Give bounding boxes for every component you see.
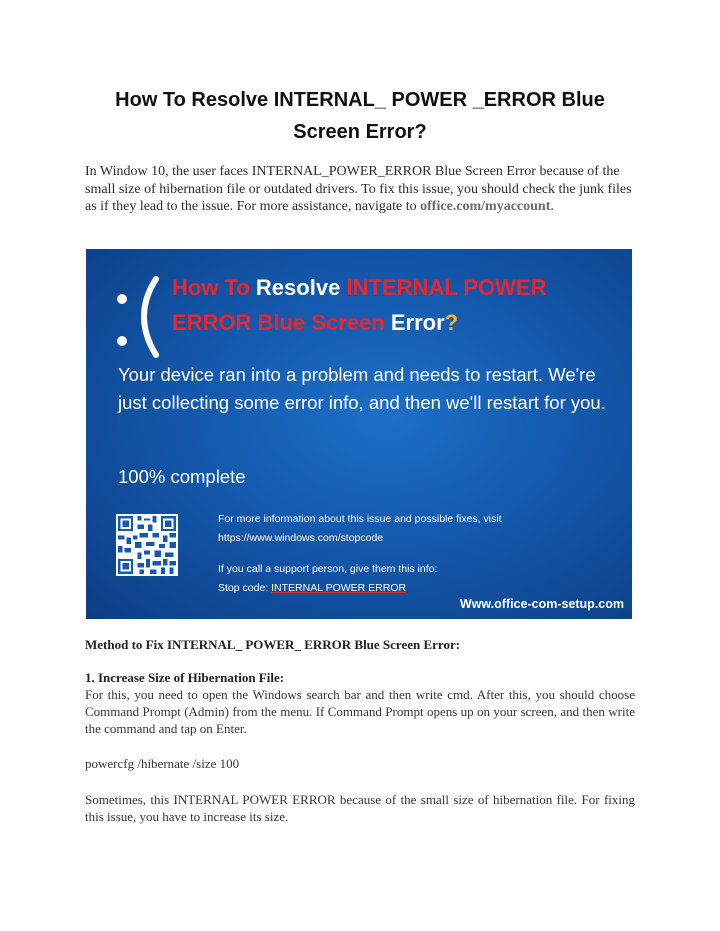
step-1-heading: 1. Increase Size of Hibernation File: bbox=[85, 670, 285, 685]
banner-heading-part: Error bbox=[390, 310, 445, 335]
bsod-stop-code bbox=[218, 581, 406, 595]
stop-code-value: INTERNAL POWER ERROR bbox=[271, 582, 407, 594]
command-text: powercfg /hibernate /size 100 bbox=[85, 756, 240, 771]
bsod-message: Your device ran into a problem and needs to restart. We're just collecting some error info, and then we'll restart for you. bbox=[118, 364, 606, 413]
intro-text: In Window 10, the user faces INTERNAL_POWER_ERROR Blue Screen Error because of the small size of hibernation file or outdated drivers. To fix this issue, you should check the junk files as if they lead to the issue. For more assistance, navigate to bbox=[85, 164, 632, 214]
banner-heading-part: ERROR Blue Screen bbox=[172, 310, 385, 335]
intro-paragraph bbox=[85, 163, 640, 216]
intro-end: . bbox=[550, 199, 554, 214]
office-myaccount-link[interactable]: office.com/myaccount bbox=[420, 199, 551, 214]
page-title: How To Resolve INTERNAL_ POWER _ERROR Blue Screen Error? bbox=[115, 89, 605, 143]
banner-heading-part: ? bbox=[444, 310, 459, 335]
bsod-support-line: If you call a support person, give them this info: bbox=[218, 563, 438, 575]
banner-heading-part: INTERNAL POWER bbox=[346, 275, 547, 300]
banner-watermark: Www.office-com-setup.com bbox=[459, 597, 624, 611]
blue-screen-banner-image bbox=[86, 249, 632, 619]
step-1-note: Sometimes, this INTERNAL POWER ERROR because of the small size of hibernation file. For fixing this issue, you have to increase its size. bbox=[85, 792, 635, 824]
bsod-progress-text: 100% complete bbox=[118, 466, 246, 487]
qr-code-icon bbox=[116, 514, 178, 576]
banner-heading-line-2 bbox=[172, 309, 458, 337]
bsod-stopcode-url: https://www.windows.com/stopcode bbox=[218, 532, 384, 544]
stop-code-label: Stop code: bbox=[218, 582, 269, 594]
bsod-info-line: For more information about this issue and possible fixes, visit bbox=[218, 513, 502, 525]
frown-face-icon bbox=[114, 271, 164, 361]
step-1-body: For this, you need to open the Windows search bar and then write cmd. After this, you should choose Command Prompt (Admin) from the menu. If Command Prompt opens up on your screen, and then write the command and tap on Enter. bbox=[85, 687, 635, 736]
method-heading: Method to Fix INTERNAL_ POWER_ ERROR Blue Screen Error: bbox=[85, 637, 461, 652]
banner-heading-line-1 bbox=[172, 274, 546, 302]
banner-heading-part: Resolve bbox=[255, 275, 341, 300]
banner-heading-part: How To bbox=[172, 275, 250, 300]
